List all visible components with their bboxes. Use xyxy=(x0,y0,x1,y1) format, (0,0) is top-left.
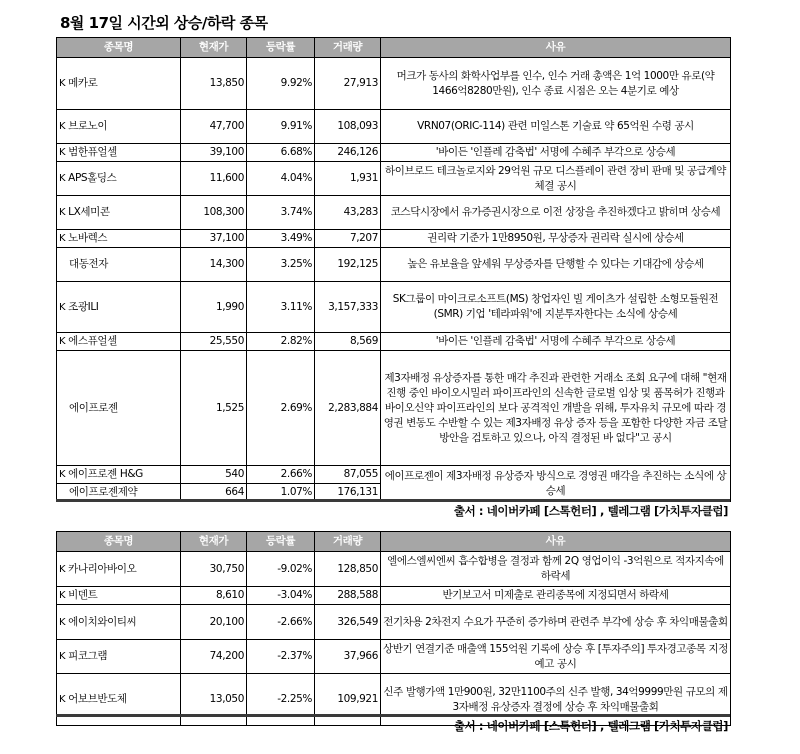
stock-name: 에이프로젠 H&G xyxy=(68,468,143,480)
volume-cell: 288,588 xyxy=(315,587,381,605)
market-tag: K xyxy=(59,147,66,158)
reason-cell: 하이브로드 테크놀로지와 29억원 규모 디스플레이 관련 장비 판매 및 공급계약 체결 공시 xyxy=(381,162,731,196)
market-tag: K xyxy=(59,78,66,89)
table-row xyxy=(57,162,731,196)
source-divider-top xyxy=(56,499,730,502)
reason-cell: 상반기 연결기준 매출액 155억원 기록에 상승 후 [투자주의] 투자경고종목 지정예고 공시 xyxy=(381,640,731,674)
stock-name-cell xyxy=(57,466,181,484)
stock-name-cell xyxy=(57,196,181,230)
change-cell: 9.92% xyxy=(247,58,315,110)
stock-name-cell xyxy=(57,351,181,466)
volume-cell: 3,157,333 xyxy=(315,282,381,333)
table-row xyxy=(57,466,731,484)
stock-name-cell xyxy=(57,587,181,605)
change-cell: -2.25% xyxy=(247,674,315,726)
change-cell: 4.04% xyxy=(247,162,315,196)
stock-name-cell xyxy=(57,333,181,351)
stock-name-cell xyxy=(57,230,181,248)
reason-cell: 권리락 기준가 1만8950원, 무상증자 권리락 실시에 상승세 xyxy=(381,230,731,248)
change-cell: 2.82% xyxy=(247,333,315,351)
change-cell: -3.04% xyxy=(247,587,315,605)
volume-cell: 326,549 xyxy=(315,605,381,640)
volume-cell: 246,126 xyxy=(315,144,381,162)
price-cell: 13,850 xyxy=(181,58,247,110)
change-cell: 3.25% xyxy=(247,248,315,282)
market-tag: K xyxy=(59,173,66,184)
fall-header-row xyxy=(57,532,731,552)
volume-cell: 37,966 xyxy=(315,640,381,674)
market-tag: K xyxy=(59,469,66,480)
price-cell: 37,100 xyxy=(181,230,247,248)
price-cell: 13,050 xyxy=(181,674,247,726)
source-divider-bottom xyxy=(56,714,730,717)
page-title: 8월 17일 시간외 상승/하락 종목 xyxy=(60,14,268,32)
stock-name-cell xyxy=(57,162,181,196)
table-row xyxy=(57,605,731,640)
price-cell: 39,100 xyxy=(181,144,247,162)
change-cell: -2.37% xyxy=(247,640,315,674)
price-cell: 540 xyxy=(181,466,247,484)
col-header-change: 등락률 xyxy=(247,38,315,58)
volume-cell: 1,931 xyxy=(315,162,381,196)
market-tag: K xyxy=(59,301,66,313)
fall-body xyxy=(57,552,731,726)
table-row xyxy=(57,333,731,351)
table-row xyxy=(57,552,731,587)
price-cell: 108,300 xyxy=(181,196,247,230)
volume-cell: 87,055 xyxy=(315,466,381,484)
stock-name: 비덴트 xyxy=(68,589,98,601)
market-tag: K xyxy=(59,336,66,347)
table-row xyxy=(57,196,731,230)
reason-cell: 코스닥시장에서 유가증권시장으로 이전 상장을 추진하겠다고 밝히며 상승세 xyxy=(381,196,731,230)
stock-name: 메카로 xyxy=(68,77,98,89)
volume-cell: 108,093 xyxy=(315,110,381,144)
reason-cell: 에이프로젠이 제3자배정 유상증자 방식으로 경영권 매각을 추진하는 소식에 상승세 xyxy=(381,466,731,502)
stock-name: 조광ILI xyxy=(68,300,99,313)
col-header-reason: 사유 xyxy=(381,532,731,552)
rise-header-row xyxy=(57,38,731,58)
table-row xyxy=(57,58,731,110)
stock-name-cell xyxy=(57,605,181,640)
col-header-name: 종목명 xyxy=(57,38,181,58)
reason-cell: '바이든 '인플레 감축법' 서명에 수혜주 부각으로 상승세 xyxy=(381,333,731,351)
price-cell: 30,750 xyxy=(181,552,247,587)
stock-name: 어보브반도체 xyxy=(68,693,127,705)
reason-cell: 엘에스엘씨엔씨 흡수합병을 결정과 함께 2Q 영업이익 -3억원으로 적자지속에 하락세 xyxy=(381,552,731,587)
change-cell: 9.91% xyxy=(247,110,315,144)
change-cell: -2.66% xyxy=(247,605,315,640)
col-header-change: 등락률 xyxy=(247,532,315,552)
table-row xyxy=(57,248,731,282)
reason-cell: 반기보고서 미제출로 관리종목에 지정되면서 하락세 xyxy=(381,587,731,605)
stock-name-cell xyxy=(57,674,181,726)
price-cell: 664 xyxy=(181,484,247,502)
volume-cell: 43,283 xyxy=(315,196,381,230)
table-row xyxy=(57,144,731,162)
change-cell: 3.49% xyxy=(247,230,315,248)
reason-cell: '바이든 '인플레 감축법' 서명에 수혜주 부각으로 상승세 xyxy=(381,144,731,162)
stock-name-cell xyxy=(57,110,181,144)
change-cell: 6.68% xyxy=(247,144,315,162)
market-tag: K xyxy=(59,563,66,575)
stock-name: 노바렉스 xyxy=(68,232,108,244)
price-cell: 47,700 xyxy=(181,110,247,144)
stock-name: 에이치와이티씨 xyxy=(68,615,137,628)
market-tag: K xyxy=(59,651,66,662)
source-note-bottom: 출서 : 네이버카페 [스톡헌터] , 텔레그램 [가치투자클럽] xyxy=(453,719,728,733)
stock-name-cell xyxy=(57,552,181,587)
reason-cell: 머크가 동사의 화학사업부를 인수, 인수 거래 총액은 1억 1000만 유로(약 1466억8280만원), 인수 종료 시점은 오는 4분기로 예상 xyxy=(381,58,731,110)
table-row xyxy=(57,351,731,466)
stock-name-cell xyxy=(57,248,181,282)
stock-name: 카나리아바이오 xyxy=(68,562,137,575)
stock-name-cell xyxy=(57,144,181,162)
fall-table xyxy=(56,531,731,726)
source-note-top: 출서 : 네이버카페 [스톡헌터] , 텔레그램 [가치투자클럽] xyxy=(453,504,728,518)
reason-cell: 전기차용 2차전지 수요가 꾸준히 증가하며 관련주 부각에 상승 후 차익매물출회 xyxy=(381,605,731,640)
price-cell: 8,610 xyxy=(181,587,247,605)
stock-name: 에이프로젠제약 xyxy=(69,486,138,498)
stock-name: APS홀딩스 xyxy=(68,172,117,184)
stock-name-cell xyxy=(57,58,181,110)
market-tag: K xyxy=(59,590,66,601)
table-row xyxy=(57,587,731,605)
market-tag: K xyxy=(59,207,66,218)
stock-name: 브로노이 xyxy=(68,120,108,132)
reason-cell: SK그룹이 마이크로소프트(MS) 창업자인 빌 게이츠가 설립한 소형모듈원전(SMR) 기업 '테라파워'에 지분투자한다는 소식에 상승세 xyxy=(381,282,731,333)
market-tag: K xyxy=(59,616,66,628)
stock-name: 에이프로젠 xyxy=(69,401,118,414)
table-row xyxy=(57,230,731,248)
volume-cell: 192,125 xyxy=(315,248,381,282)
reason-cell: VRN07(ORIC-114) 관련 미일스톤 기술료 약 65억원 수령 공시 xyxy=(381,110,731,144)
change-cell: 3.74% xyxy=(247,196,315,230)
market-tag: K xyxy=(59,233,66,244)
col-header-name: 종목명 xyxy=(57,532,181,552)
volume-cell: 27,913 xyxy=(315,58,381,110)
stock-name: 에스퓨얼셀 xyxy=(68,335,117,347)
reason-cell: 높은 유보율을 앞세워 무상증자를 단행할 수 있다는 기대감에 상승세 xyxy=(381,248,731,282)
rise-body xyxy=(57,58,731,502)
stock-name: 범한퓨얼셀 xyxy=(68,146,117,158)
volume-cell: 109,921 xyxy=(315,674,381,726)
stock-name-cell xyxy=(57,640,181,674)
volume-cell: 2,283,884 xyxy=(315,351,381,466)
volume-cell: 176,131 xyxy=(315,484,381,502)
reason-cell: 신주 발행가액 1만900원, 32만1100주의 신주 발행, 34억9999만원 규모의 제3자배정 유상증자 결정에 상승 후 차익매물출회 xyxy=(381,674,731,726)
col-header-price: 현재가 xyxy=(181,38,247,58)
price-cell: 1,990 xyxy=(181,282,247,333)
col-header-volume: 거래량 xyxy=(315,38,381,58)
col-header-volume: 거래량 xyxy=(315,532,381,552)
table-row xyxy=(57,110,731,144)
stock-name: 대동전자 xyxy=(69,258,108,270)
stock-name: LX세미콘 xyxy=(68,206,110,218)
market-tag: K xyxy=(59,694,66,705)
price-cell: 1,525 xyxy=(181,351,247,466)
change-cell: 2.69% xyxy=(247,351,315,466)
change-cell: 2.66% xyxy=(247,466,315,484)
table-row xyxy=(57,282,731,333)
col-header-price: 현재가 xyxy=(181,532,247,552)
volume-cell: 128,850 xyxy=(315,552,381,587)
change-cell: 3.11% xyxy=(247,282,315,333)
rise-table xyxy=(56,37,731,502)
table-row xyxy=(57,640,731,674)
stock-name-cell xyxy=(57,282,181,333)
price-cell: 25,550 xyxy=(181,333,247,351)
volume-cell: 7,207 xyxy=(315,230,381,248)
reason-cell: 제3자배정 유상증자를 통한 매각 추진과 관련한 거래소 조회 요구에 대해 "현재 진행 중인 바이오시밀러 파이프라인의 신속한 글로벌 임상 및 품목허가 진행과 바이오신약 파이프라인의 보다 공격적인 개발을 위해, 투자유치 규모에 따라 경영권 변동도 수반할 수 있는 제3자배정 유상 증자 등을 포함한 다양한 자금 조달 방안을 검토하고 있으나, 아직 결정된 바 없다"고 공시 xyxy=(381,351,731,466)
price-cell: 14,300 xyxy=(181,248,247,282)
change-cell: -9.02% xyxy=(247,552,315,587)
col-header-reason: 사유 xyxy=(381,38,731,58)
stock-name: 피코그램 xyxy=(68,650,108,662)
price-cell: 20,100 xyxy=(181,605,247,640)
market-tag: K xyxy=(59,121,66,132)
price-cell: 11,600 xyxy=(181,162,247,196)
price-cell: 74,200 xyxy=(181,640,247,674)
change-cell: 1.07% xyxy=(247,484,315,502)
volume-cell: 8,569 xyxy=(315,333,381,351)
